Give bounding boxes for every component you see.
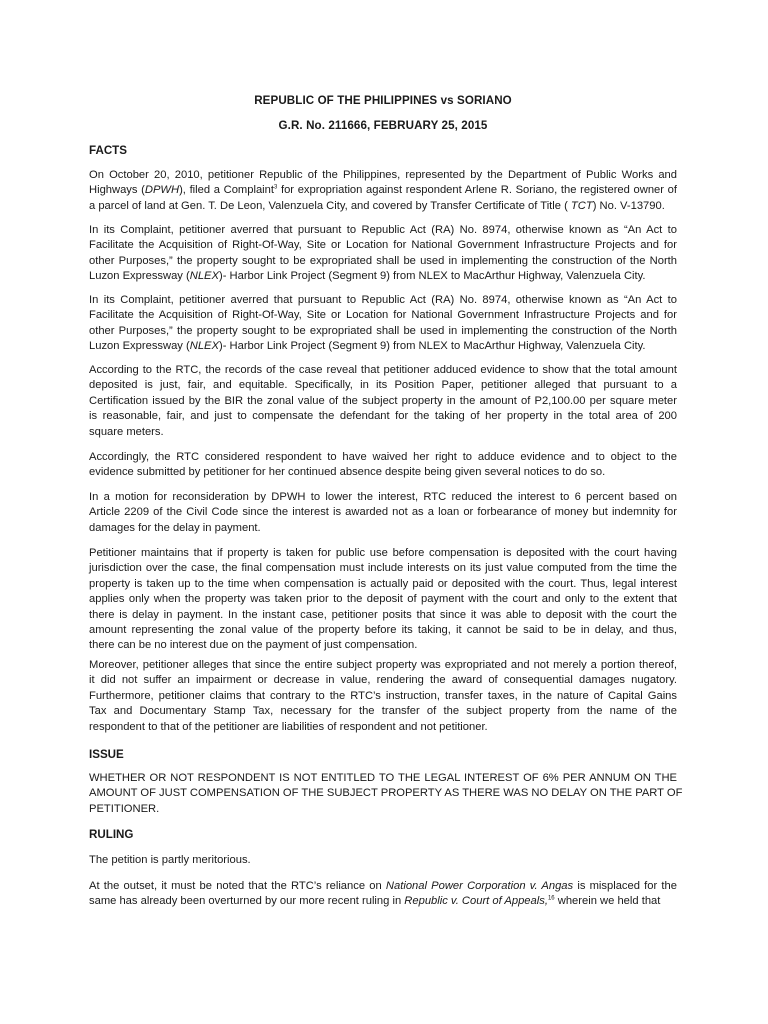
- paragraph: [89, 363, 677, 440]
- text-line: Accordingly, the RTC considered respondent to have waived her right to adduce evidence and to object to the: [89, 451, 677, 463]
- text-line: applies only when the property was taken prior to the deposit of payment with the court and only to the extent that: [89, 593, 677, 606]
- paragraph: [89, 658, 677, 735]
- text-line: there is delay in payment. In the instant case, petitioner posits that since it was able to deposit with the court the: [89, 608, 677, 621]
- text-line: other Purposes,” the property sought to be expropriated shall be used in implementing the construction of the North: [89, 254, 677, 267]
- text-line: On October 20, 2010, petitioner Republic of the Philippines, represented by the Department of Public Works and: [89, 169, 677, 181]
- heading-issue: ISSUE: [89, 748, 124, 761]
- text-line: According to the RTC, the records of the case reveal that petitioner adduced evidence to show that the total amount: [89, 364, 677, 376]
- heading-ruling: RULING: [89, 828, 134, 841]
- text-line: evidence submitted by petitioner for her continued absence despite being given several notices to do so.: [89, 466, 606, 479]
- text-line: Furthermore, petitioner claims that contrary to the RTC’s instruction, transfer taxes, in the nature of Capital Gains: [89, 689, 677, 702]
- text-line: In a motion for reconsideration by DPWH to lower the interest, RTC reduced the interest to 6 percent based on: [89, 491, 677, 503]
- case-number: G.R. No. 211666, FEBRUARY 25, 2015: [278, 119, 488, 132]
- text-line: At the outset, it must be noted that the RTC’s reliance on National Power Corporation v. Angas is misplaced for the: [89, 880, 677, 892]
- text-line: Luzon Expressway (NLEX)- Harbor Link Project (Segment 9) from NLEX to MacArthur Highway, Valenzuela City.: [89, 270, 646, 283]
- text-line: Certification issued by the BIR the zonal value of the subject property in the amount of P2,100.00 per square meter: [89, 394, 677, 407]
- text-line: square meters.: [89, 425, 164, 438]
- paragraph: [89, 546, 677, 654]
- text-line: Facilitate the Acquisition of Right-Of-Way, Site or Location for National Government Infrastructure Projects and for: [89, 239, 677, 252]
- text-line: other Purposes,” the property sought to be expropriated shall be used in implementing the construction of the North: [89, 324, 677, 337]
- text-line: Tax and Documentary Stamp Tax, necessary for the transfer of the subject property from the name of the: [89, 705, 677, 718]
- issue-statement: [89, 771, 683, 817]
- paragraph: [89, 879, 677, 910]
- heading-facts: FACTS: [89, 144, 128, 157]
- text-line: property is taken up to the time when compensation is actually paid or deposited with the court. Thus, legal interest: [89, 577, 677, 590]
- text-line: jurisdiction over the case, the final compensation must include interests on its just value computed from the time the: [89, 562, 677, 575]
- text-line: Article 2209 of the Civil Code since the interest is awarded not as a loan or forbearance of money but indemnity for: [89, 506, 677, 519]
- paragraph: [89, 223, 677, 285]
- text-line: it did not suffer an impairment or decrease in value, rendering the award of consequential damages nugatory.: [89, 674, 677, 687]
- text-line: Luzon Expressway (NLEX)- Harbor Link Project (Segment 9) from NLEX to MacArthur Highway, Valenzuela City.: [89, 340, 646, 353]
- text-line: Moreover, petitioner alleges that since the entire subject property was expropriated and not merely a portion thereof,: [89, 659, 677, 671]
- text-line: PETITIONER.: [89, 802, 160, 815]
- text-line: deposited is just, fair, and equitable. Specifically, in its Position Paper, petitioner alleged that pursuant to a: [89, 379, 677, 392]
- text-line: is reasonable, fair, and just to compensate the defendant for the taking of her property in the total area of 200: [89, 410, 677, 423]
- text-line: In its Complaint, petitioner averred that pursuant to Republic Act (RA) No. 8974, otherwise known as “An Act to: [89, 224, 677, 236]
- text-line: Highways (DPWH), filed a Complaint$^3$ for expropriation against respondent Arlene R. Soriano, the registered owner of: [89, 184, 677, 197]
- text-line: AMOUNT OF JUST COMPENSATION OF THE SUBJECT PROPERTY AS THERE WAS NO DELAY ON THE PART OF: [89, 787, 683, 800]
- text-line: respondent to that of the petitioner are liabilities of respondent and not petitioner.: [89, 720, 488, 733]
- text-line: same has already been overturned by our more recent ruling in Republic v. Court of Appeals,$^{16}$ wherein we held that: [89, 895, 661, 908]
- paragraph: [89, 853, 677, 868]
- paragraph: [89, 490, 677, 536]
- paragraph: [89, 293, 677, 355]
- text-line: In its Complaint, petitioner averred that pursuant to Republic Act (RA) No. 8974, otherwise known as “An Act to: [89, 294, 677, 306]
- text-line: Petitioner maintains that if property is taken for public use before compensation is deposited with the court having: [89, 547, 677, 559]
- paragraph: [89, 450, 677, 481]
- text-line: WHETHER OR NOT RESPONDENT IS NOT ENTITLED TO THE LEGAL INTEREST OF 6% PER ANNUM ON THE: [89, 772, 677, 784]
- text-line: damages for the delay in payment.: [89, 521, 261, 534]
- paragraph: [89, 168, 677, 214]
- text-line: amount representing the zonal value of the property before its taking, it cannot be said to be in delay, and thus,: [89, 624, 677, 637]
- case-title: REPUBLIC OF THE PHILIPPINES vs SORIANO: [254, 94, 512, 107]
- text-line: there can be no interest due on the payment of just compensation.: [89, 639, 418, 652]
- text-line: Facilitate the Acquisition of Right-Of-Way, Site or Location for National Government Infrastructure Projects and for: [89, 309, 677, 322]
- text-line: The petition is partly meritorious.: [89, 854, 251, 866]
- text-line: a parcel of land at Gen. T. De Leon, Valenzuela City, and covered by Transfer Certificate of Title ( TCT) No. V-13790.: [89, 199, 665, 212]
